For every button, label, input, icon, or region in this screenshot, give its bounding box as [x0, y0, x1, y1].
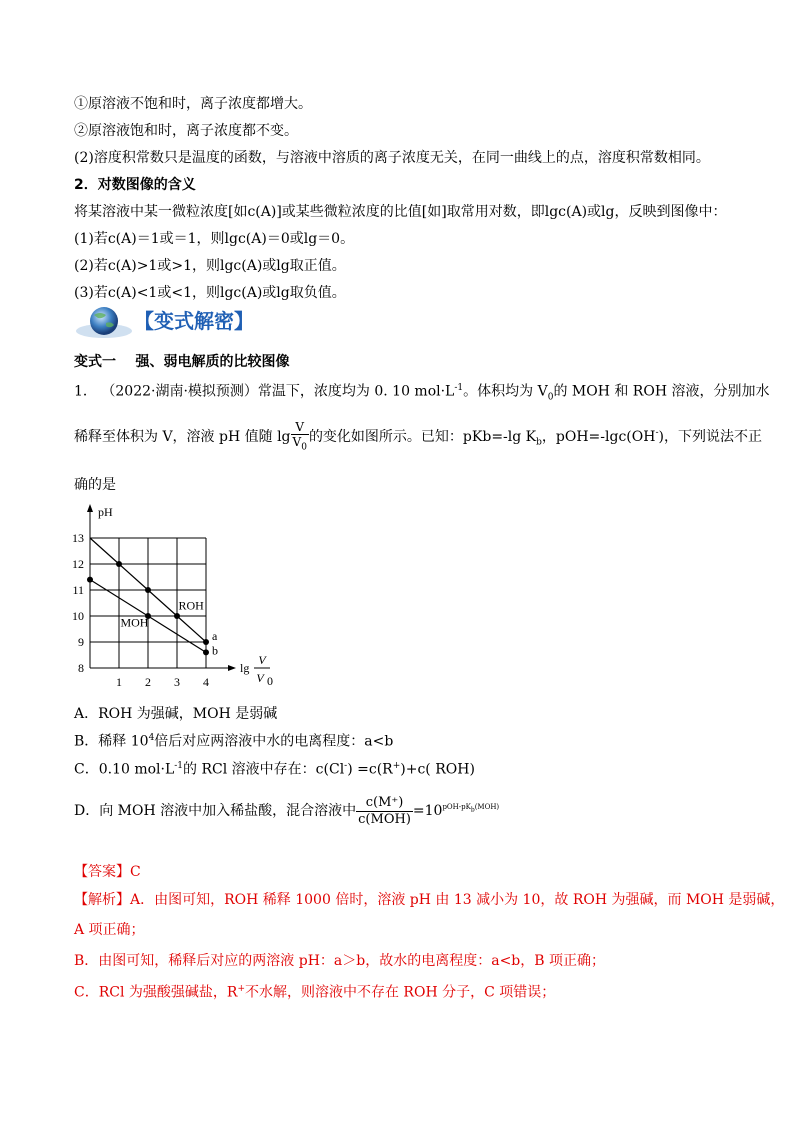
y-tick-label: 13	[72, 531, 84, 545]
option-c: C．0.10 $mol\cdot L^{-1}$的 RCl 溶液中存在：c(Cl-) =c(R+)+c( ROH)	[74, 761, 475, 778]
analysis-line-1: 【解析】A．由图可知，ROH 稀释 1000 倍时，溶液 pH 由 13 减小为 10，故 ROH 为强碱，而 MOH 是弱碱，	[74, 892, 785, 908]
data-point-roh	[145, 587, 151, 593]
x-tick-label: 3	[174, 675, 180, 689]
option-a: A．ROH 为强碱，MOH 是弱碱	[74, 706, 278, 722]
data-point-roh	[116, 561, 122, 567]
y-tick-label: 9	[78, 635, 84, 649]
x-axis-label-num: V	[258, 653, 266, 667]
y-tick-label: 8	[78, 661, 84, 675]
y-tick-label: 11	[72, 583, 84, 597]
question-line-1: 1． （2022·湖南·模拟预测）常温下，浓度均为 0. 10 $mol\cdot L^{-1}$。体积均为 $V_0$的 MOH 和 ROH 溶液，分别加水	[74, 383, 770, 403]
intro-line-2: ②原溶液饱和时，离子浓度都不变。	[74, 123, 298, 139]
y-tick-label: 12	[72, 557, 84, 571]
data-point-moh	[203, 649, 209, 655]
option-d: D．向 MOH 溶液中加入稀盐酸，混合溶液中 $\frac{c(M^+)}{\text{c(MOH)}}$ $=10^{pOH-pK_b(MOH)}$	[74, 795, 500, 827]
x-axis-label-den-sub: 0	[267, 674, 273, 688]
question-source: （2022·湖南·模拟预测）	[101, 383, 258, 400]
data-point-moh	[87, 577, 93, 583]
intro-line-5: (1)若c(A)＝1或＝1，则lgc(A)＝0或lg＝0。	[74, 231, 355, 247]
y-axis-arrow	[87, 504, 93, 512]
analysis-label: 【解析】	[74, 892, 130, 908]
data-point-roh	[174, 613, 180, 619]
analysis-line-3: B．由图可知，稀释后对应的两溶液 pH：a＞b，故水的电离程度：a<b，B 项正确；	[74, 953, 605, 969]
series-label-roh: ROH	[178, 598, 204, 613]
point-label-b: b	[212, 643, 218, 658]
question-line-2: 稀释至体积为 V，溶液 pH 值随 lg $\frac{V}{V_0}$ 的变化如图所示。已知：pKb=-lg $K_b$，pOH=-lgc(OH-)，下列说法不正	[74, 420, 762, 453]
ph-dilution-chart	[60, 500, 290, 690]
y-tick-label: 10	[72, 609, 84, 623]
x-tick-label: 4	[203, 675, 209, 689]
y-axis-label: pH	[98, 505, 113, 519]
x-axis-label-prefix: lg	[240, 661, 250, 675]
intro-line-1: ①原溶液不饱和时，离子浓度都增大。	[74, 96, 312, 112]
globe-icon	[74, 305, 134, 344]
x-tick-label: 1	[116, 675, 122, 689]
option-b: B．稀释 $10^4$倍后对应两溶液中水的电离程度：a<b	[74, 733, 394, 750]
volume-ratio-fraction: $\frac{V}{V_0}$	[292, 420, 307, 453]
x-axis-arrow	[228, 665, 236, 671]
point-label-a: a	[212, 629, 218, 643]
analysis-line-2: A 项正确；	[74, 922, 145, 938]
analysis-line-4: C．RCl 为强酸强碱盐，R+不水解，则溶液中不存在 ROH 分子，C 项错误；	[74, 984, 556, 1001]
data-point-roh	[203, 639, 209, 645]
intro-line-3: (2)溶度积常数只是温度的函数，与溶液中溶质的离子浓度无关，在同一曲线上的点，溶度积常数相同。	[74, 150, 710, 166]
answer-label: 【答案】C	[74, 864, 141, 880]
section-heading: 2．对数图像的含义	[74, 177, 196, 193]
series-label-moh: MOH	[120, 615, 149, 630]
intro-line-7: (3)若c(A)<1或<1，则lgc(A)或lg取负值。	[74, 285, 346, 301]
intro-line-4: 将某溶液中某一微粒浓度[如c(A)]或某些微粒浓度的比值[如]取常用对数，即lgc(A)或lg，反映到图像中：	[74, 204, 727, 220]
question-number: 1．	[74, 383, 97, 400]
x-axis-label-den: V	[256, 671, 264, 685]
ion-ratio-fraction: $\frac{c(M^+)}{\text{c(MOH)}}$	[358, 795, 411, 827]
banner-title: 【变式解密】	[134, 309, 254, 333]
x-tick-label: 2	[145, 675, 151, 689]
intro-line-6: (2)若c(A)>1或>1，则lgc(A)或lg取正值。	[74, 258, 346, 274]
question-line-3: 确的是	[74, 477, 116, 493]
variant-heading: 变式一 强、弱电解质的比较图像	[74, 354, 290, 370]
